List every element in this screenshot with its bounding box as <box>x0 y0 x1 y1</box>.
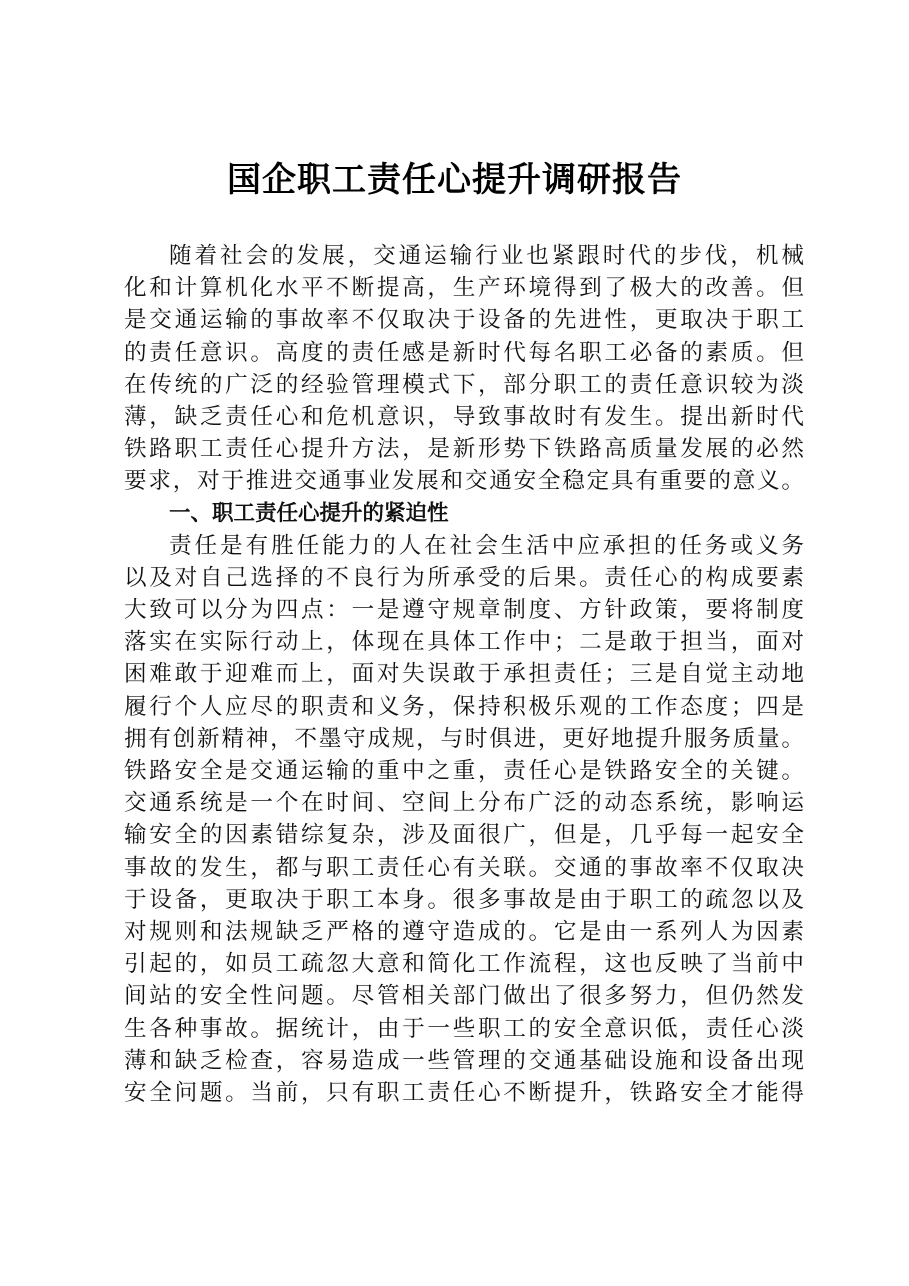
text-line: 生各种事故。据统计，由于一些职工的安全意识低，责任心淡 <box>124 1015 804 1042</box>
text-line: 在传统的广泛的经验管理模式下，部分职工的责任意识较为淡 <box>124 371 804 398</box>
section-heading: 一、职工责任心提升的紧迫性 <box>169 500 449 526</box>
document-title: 国企职工责任心提升调研报告 <box>227 160 682 200</box>
text-line: 以及对自己选择的不良行为所承受的后果。责任心的构成要素 <box>124 564 804 591</box>
text-line: 困难敢于迎难而上，面对失误敢于承担责任；三是自觉主动地 <box>124 661 804 688</box>
text-line: 安全问题。当前，只有职工责任心不断提升，铁路安全才能得 <box>124 1079 804 1106</box>
text-line: 间站的安全性问题。尽管相关部门做出了很多努力，但仍然发 <box>124 983 804 1010</box>
text-line: 对规则和法规缺乏严格的遵守造成的。它是由一系列人为因素 <box>124 918 804 945</box>
text-line: 铁路职工责任心提升方法，是新形势下铁路高质量发展的必然 <box>124 436 804 463</box>
text-line: 责任是有胜任能力的人在社会生活中应承担的任务或义务 <box>169 532 804 559</box>
text-line: 事故的发生，都与职工责任心有关联。交通的事故率不仅取决 <box>124 854 804 881</box>
text-line: 落实在实际行动上，体现在具体工作中；二是敢于担当，面对 <box>124 629 804 656</box>
text-line: 随着社会的发展，交通运输行业也紧跟时代的步伐，机械 <box>169 243 804 269</box>
text-line: 履行个人应尽的职责和义务，保持积极乐观的工作态度；四是 <box>124 693 804 720</box>
text-line: 薄和缺乏检查，容易造成一些管理的交通基础设施和设备出现 <box>124 1047 804 1074</box>
text-line: 薄，缺乏责任心和危机意识，导致事故时有发生。提出新时代 <box>124 403 804 430</box>
text-line: 交通系统是一个在时间、空间上分布广泛的动态系统，影响运 <box>124 790 804 817</box>
text-line: 的责任意识。高度的责任感是新时代每名职工必备的素质。但 <box>124 339 804 366</box>
text-line: 化和计算机化水平不断提高，生产环境得到了极大的改善。但 <box>124 275 804 302</box>
text-line: 输安全的因素错综复杂，涉及面很广，但是，几乎每一起安全 <box>124 822 804 849</box>
text-line: 大致可以分为四点：一是遵守规章制度、方针政策，要将制度 <box>124 597 804 624</box>
text-line: 拥有创新精神，不墨守成规，与时俱进，更好地提升服务质量。 <box>124 725 804 752</box>
text-line: 是交通运输的事故率不仅取决于设备的先进性，更取决于职工 <box>124 307 804 334</box>
paragraph-railway-safety <box>124 755 804 1109</box>
text-line: 于设备，更取决于职工本身。很多事故是由于职工的疏忽以及 <box>124 886 804 913</box>
document-body <box>124 240 804 1109</box>
text-line: 引起的，如员工疏忽大意和简化工作流程，这也反映了当前中 <box>124 951 804 978</box>
paragraph-responsibility <box>124 530 804 755</box>
text-line: 要求，对于推进交通事业发展和交通安全稳定具有重要的意义。 <box>124 468 804 495</box>
paragraph-intro <box>124 240 804 498</box>
text-line: 铁路安全是交通运输的重中之重，责任心是铁路安全的关键。 <box>124 758 804 784</box>
